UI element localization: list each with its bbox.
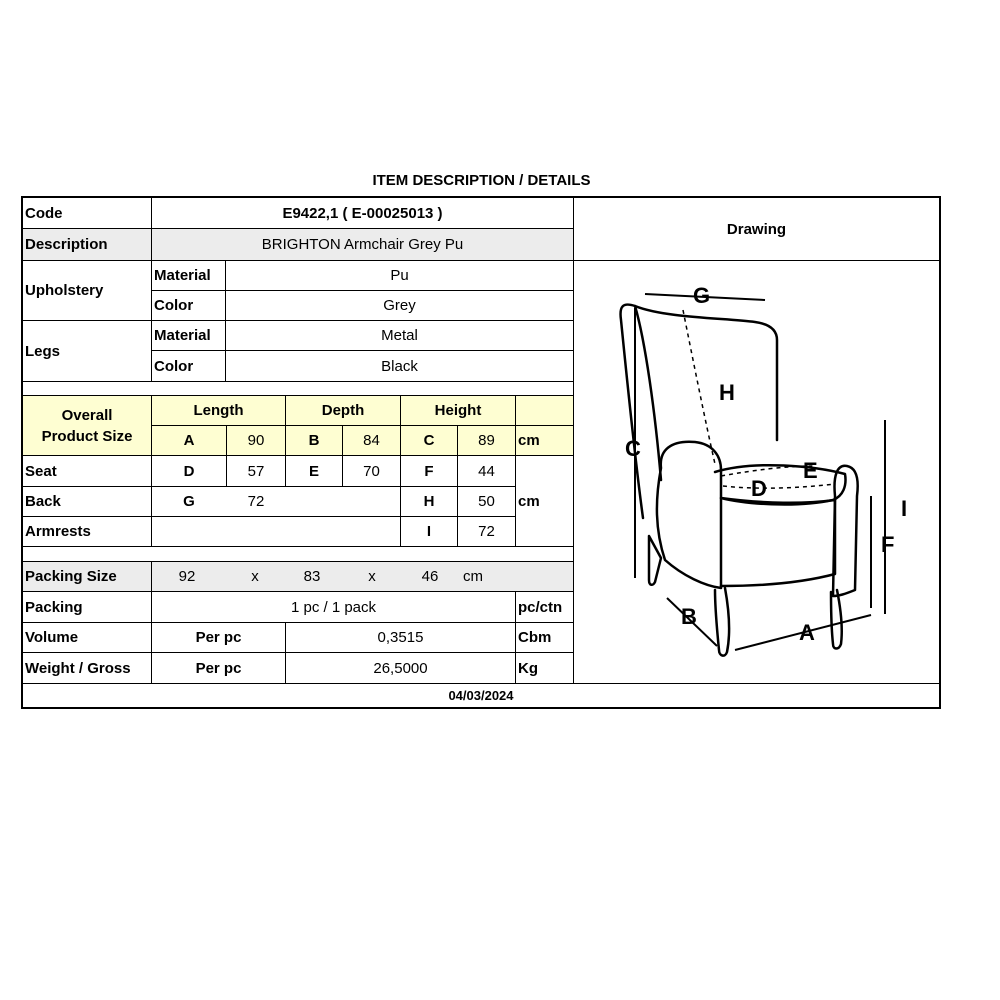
weight-per: Per pc <box>195 659 242 677</box>
dim-letter-b: B <box>286 426 342 455</box>
packing-height: 46 <box>421 568 439 585</box>
overall-unit: cm <box>516 426 573 455</box>
legs-label: Legs <box>25 342 61 360</box>
volume-label: Volume <box>25 629 79 646</box>
letter-d: D <box>751 476 767 501</box>
dim-letter-i: I <box>426 523 432 540</box>
overall-label-line1: Overall <box>61 406 113 424</box>
letter-e: E <box>803 458 818 483</box>
dim-value-g: 72 <box>247 493 265 510</box>
armchair-drawing <box>575 260 939 682</box>
drawing-label: Drawing <box>726 220 787 238</box>
packing-value: 1 pc / 1 pack <box>290 598 377 616</box>
letter-a: A <box>799 620 815 645</box>
legs-color-value: Black <box>381 357 418 375</box>
dim-letter-h: H <box>423 493 435 510</box>
weight-label: Weight / Gross <box>25 659 131 677</box>
packing-size-label: Packing Size <box>23 562 151 591</box>
header-spacer <box>516 396 573 425</box>
dim-value-b: 84 <box>343 426 400 455</box>
letter-c: C <box>625 436 641 461</box>
depth-header: Depth <box>286 396 400 425</box>
armrests-label: Armrests <box>25 523 91 540</box>
letter-h: H <box>719 380 735 405</box>
dim-value-i: 72 <box>478 523 495 540</box>
packing-size-row <box>152 562 573 591</box>
code-value: E9422,1 ( E-00025013 ) <box>282 204 443 222</box>
upholstery-color-value: Grey <box>383 297 416 314</box>
volume-value: 0,3515 <box>377 629 424 646</box>
upholstery-color-label: Color <box>154 297 194 314</box>
overall-label-line2: Product Size <box>41 427 133 445</box>
dim-letter-c: C <box>401 426 457 455</box>
dim-value-a: 90 <box>227 426 285 455</box>
dim-letter-f: F <box>424 462 434 480</box>
dim-letter-e: E <box>308 462 319 480</box>
dimension-lines <box>635 294 885 650</box>
dim-value-c: 89 <box>458 426 515 455</box>
packing-unit: cm <box>463 568 483 585</box>
weight-unit: Kg <box>518 659 538 677</box>
spec-sheet <box>21 196 941 709</box>
dim-unit: cm <box>518 492 540 510</box>
legs-material-label: Material <box>154 327 211 344</box>
letter-g: G <box>693 283 711 308</box>
dim-letter-g: G <box>183 493 195 510</box>
page-title: ITEM DESCRIPTION / DETAILS <box>372 172 591 189</box>
dim-letter-a: A <box>152 426 226 455</box>
dim-value-f: 44 <box>478 462 495 480</box>
length-header: Length <box>152 396 285 425</box>
dim-letter-d: D <box>183 462 195 480</box>
letter-f: F <box>881 532 895 557</box>
packing-x1: x <box>251 568 259 585</box>
upholstery-label: Upholstery <box>25 282 104 299</box>
packing-label: Packing <box>25 598 83 616</box>
description-label: Description <box>23 229 151 260</box>
volume-unit: Cbm <box>518 629 552 646</box>
packing-unit: pc/ctn <box>518 598 563 616</box>
seat-label: Seat <box>25 462 57 480</box>
packing-width: 83 <box>303 568 321 585</box>
legs-color-label: Color <box>154 357 194 375</box>
dim-value-h: 50 <box>478 493 495 510</box>
weight-value: 26,5000 <box>373 659 428 677</box>
height-header: Height <box>401 396 515 425</box>
date: 04/03/2024 <box>448 688 514 703</box>
back-label: Back <box>25 493 61 510</box>
code-label: Code <box>25 204 63 222</box>
packing-length: 92 <box>178 568 196 585</box>
letter-i: I <box>901 496 908 521</box>
dim-value-e: 70 <box>363 462 380 480</box>
armchair-outline <box>621 305 858 656</box>
upholstery-material-label: Material <box>154 267 211 284</box>
dim-value-d: 57 <box>247 462 265 480</box>
letter-b: B <box>681 604 697 629</box>
packing-x2: x <box>368 568 376 585</box>
legs-material-value: Metal <box>381 327 418 344</box>
upholstery-material-value: Pu <box>390 267 409 284</box>
volume-per: Per pc <box>195 629 242 646</box>
overall-product-size-label <box>23 396 151 455</box>
description-value: BRIGHTON Armchair Grey Pu <box>152 229 573 260</box>
